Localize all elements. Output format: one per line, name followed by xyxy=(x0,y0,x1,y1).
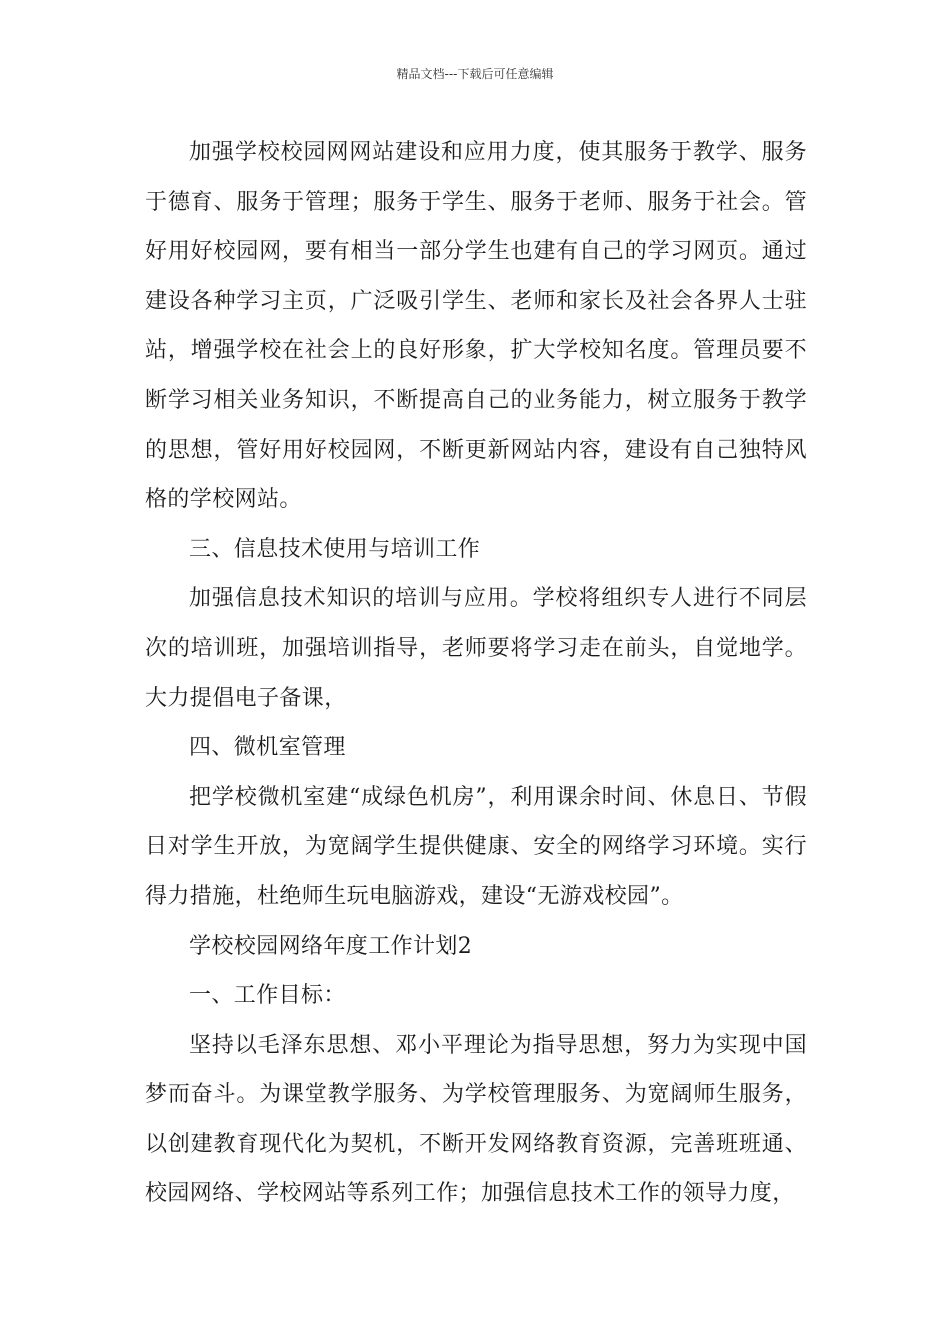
section-heading-computer-lab: 四、微机室管理 xyxy=(189,735,346,761)
section-heading-it-training: 三、信息技术使用与培训工作 xyxy=(189,536,481,562)
paragraph-website-construction: 加强学校校园网网站建设和应用力度，使其服务于教学、服务于德育、服务于管理；服务于学生、服务于老师、服务于社会。管好用好校园网，要有相当一部分学生也建有自己的学习网页。通过建设各种学习主页，广泛吸引学生、老师和家长及社会各界人士驻站，增强学校在社会上的良好形象，扩大学校知名度。管理员要不断学习相关业务知识，不断提高自己的业务能力，树立服务于教学的思想，管好用好校园网，不断更新网站内容，建设有自己独特风格的学校网站。 xyxy=(145,140,807,513)
document-body xyxy=(145,128,807,1219)
paragraph-computer-lab: 把学校微机室建“成绿色机房”，利用课余时间、休息日、节假日对学生开放，为宽阔学生提供健康、安全的网络学习环境。实行得力措施，杜绝师生玩电脑游戏，建设“无游戏校园”。 xyxy=(145,784,807,909)
document-subtitle-plan-2: 学校校园网络年度工作计划2 xyxy=(189,933,473,959)
paragraph-work-goals: 坚持以毛泽东思想、邓小平理论为指导思想，努力为实现中国梦而奋斗。为课堂教学服务、为学校管理服务、为宽阔师生服务，以创建教育现代化为契机，不断开发网络教育资源，完善班班通、校园网络、学校网站等系列工作；加强信息技术工作的领导力度， xyxy=(145,1032,807,1207)
page-header: 精品文档---下载后可任意编辑 xyxy=(396,67,554,81)
paragraph-it-training: 加强信息技术知识的培训与应用。学校将组织专人进行不同层次的培训班，加强培训指导，老师要将学习走在前头，自觉地学。大力提倡电子备课， xyxy=(145,586,807,711)
section-heading-work-goals: 一、工作目标： xyxy=(189,983,346,1009)
